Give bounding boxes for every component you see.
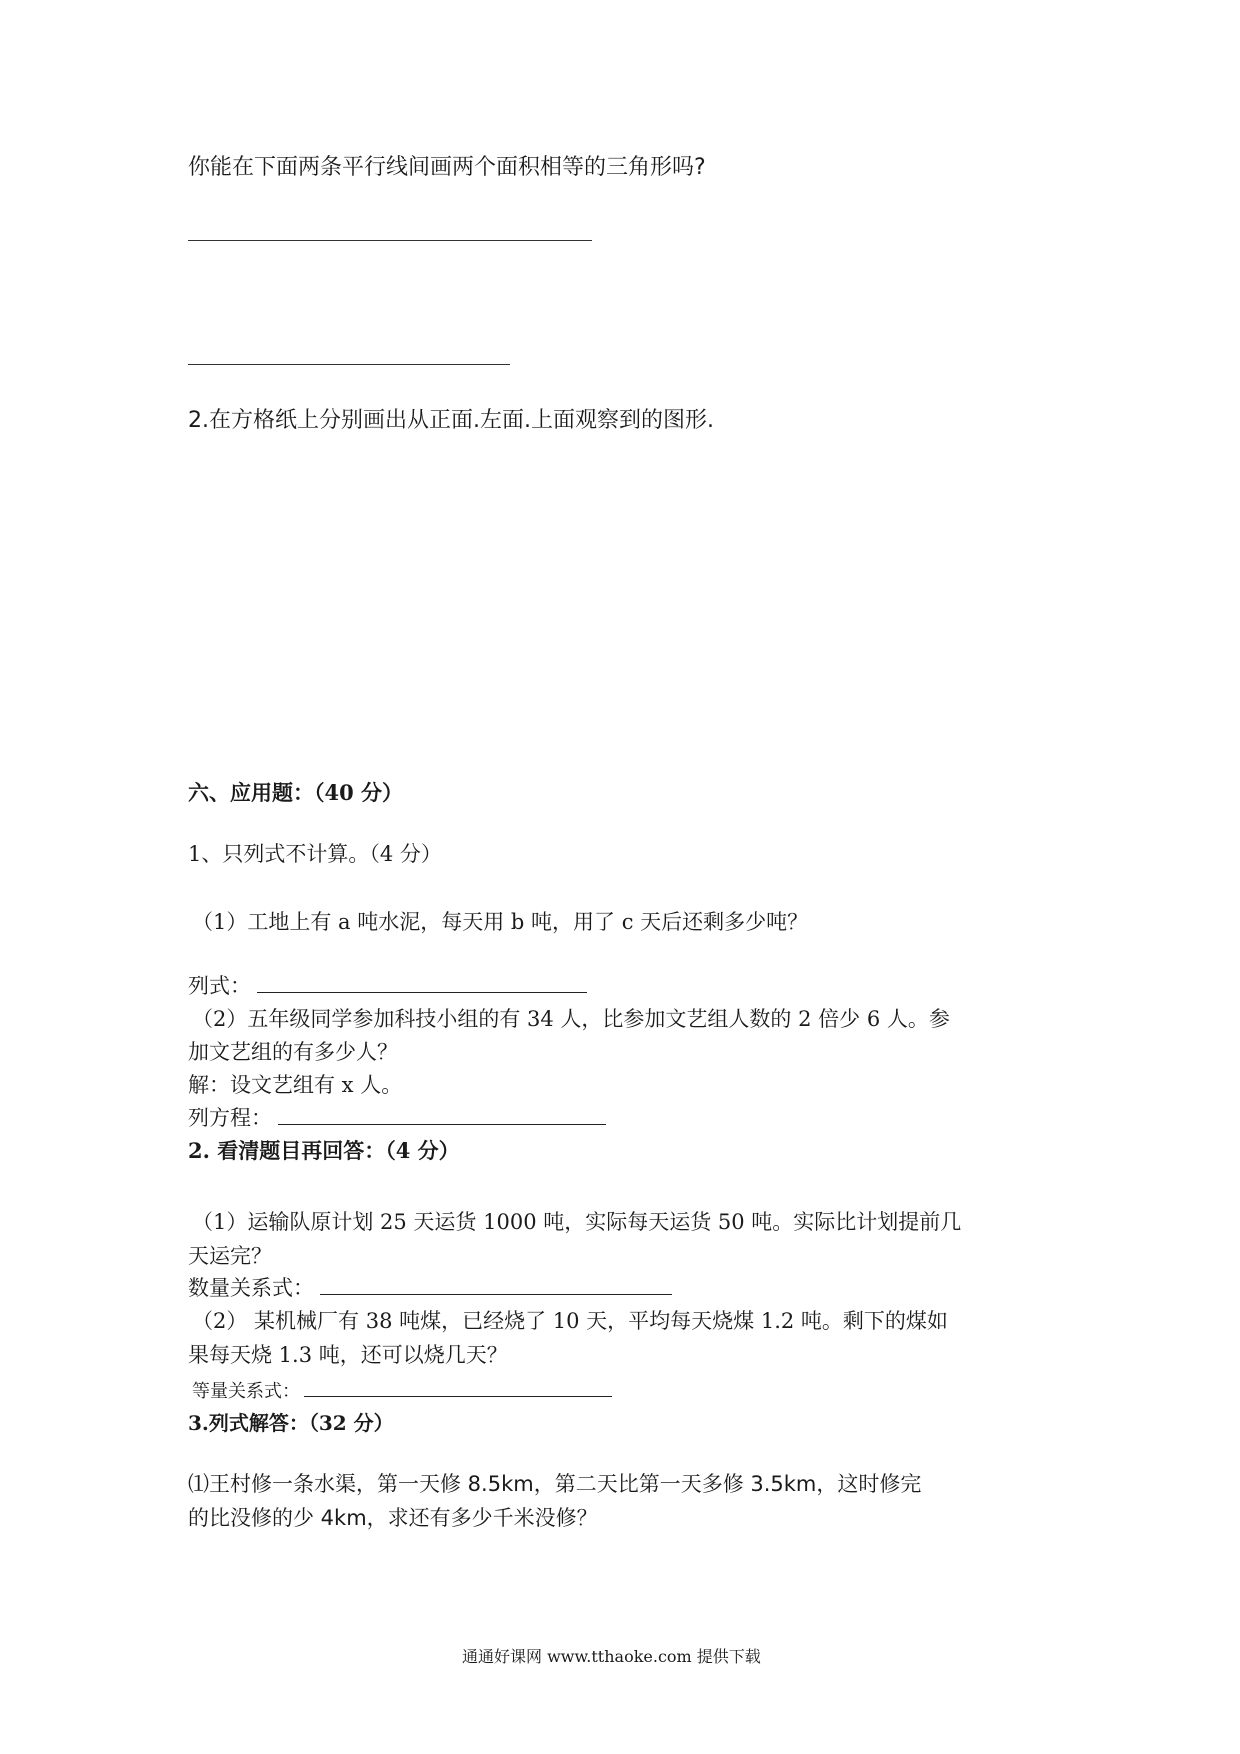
parallel-line-top xyxy=(188,240,592,241)
sub-2-question-1-line-2: 天运完？ xyxy=(188,1244,272,1268)
quantity-relation-blank[interactable] xyxy=(320,1272,672,1295)
sub-1-question-1: （1）工地上有 a 吨水泥，每天用 b 吨，用了 c 天后还剩多少吨？ xyxy=(192,910,809,934)
sub-2-question-2-line-2: 果每天烧 1.3 吨，还可以烧几天？ xyxy=(188,1343,508,1367)
sub-2-title: 2. 看清题目再回答：（4 分） xyxy=(188,1138,460,1163)
sub-1-question-2-line-1: （2）五年级同学参加科技小组的有 34 人，比参加文艺组人数的 2 倍少 6 人。参 xyxy=(192,1007,950,1031)
sub-3-question-1-line-2: 的比没修的少 4km，求还有多少千米没修？ xyxy=(188,1506,598,1530)
sub-3-question-1-line-1: ⑴王村修一条水渠，第一天修 8.5km，第二天比第一天多修 3.5km，这时修完 xyxy=(188,1472,922,1496)
sub-2-question-1-line-1: （1）运输队原计划 25 天运货 1000 吨，实际每天运货 50 吨。实际比计划提前几 xyxy=(192,1210,962,1234)
equal-relation-row xyxy=(192,1374,612,1403)
sub-1-title: 1、只列式不计算。（4 分） xyxy=(188,842,442,866)
question-grid-views: 2.在方格纸上分别画出从正面.左面.上面观察到的图形. xyxy=(188,408,714,433)
footer-credit: 通通好课网 www.tthaoke.com 提供下载 xyxy=(462,1647,761,1666)
question-parallel-lines: 你能在下面两条平行线间画两个面积相等的三角形吗? xyxy=(188,155,706,180)
parallel-line-bottom xyxy=(188,364,510,365)
quantity-relation-row xyxy=(188,1272,672,1302)
quantity-relation-label: 数量关系式： xyxy=(188,1276,314,1300)
equal-relation-blank[interactable] xyxy=(304,1374,612,1397)
sub-1-question-2-solution: 解：设文艺组有 x 人。 xyxy=(188,1073,403,1097)
sub-1-question-2-line-2: 加文艺组的有多少人？ xyxy=(188,1040,398,1064)
equation-answer-blank[interactable] xyxy=(278,1102,606,1125)
sub-3-title: 3.列式解答：（32 分） xyxy=(188,1411,394,1435)
equation-label: 列方程： xyxy=(188,1106,272,1130)
formula-row xyxy=(188,970,587,1000)
equation-row xyxy=(188,1102,606,1132)
equal-relation-label: 等量关系式： xyxy=(192,1381,300,1402)
formula-answer-blank[interactable] xyxy=(257,970,587,993)
sub-2-question-2-line-1: （2） 某机械厂有 38 吨煤，已经烧了 10 天，平均每天烧煤 1.2 吨。剩下的煤如 xyxy=(192,1309,948,1333)
formula-label: 列式： xyxy=(188,974,251,998)
section-6-title: 六、应用题：（40 分） xyxy=(188,780,404,805)
